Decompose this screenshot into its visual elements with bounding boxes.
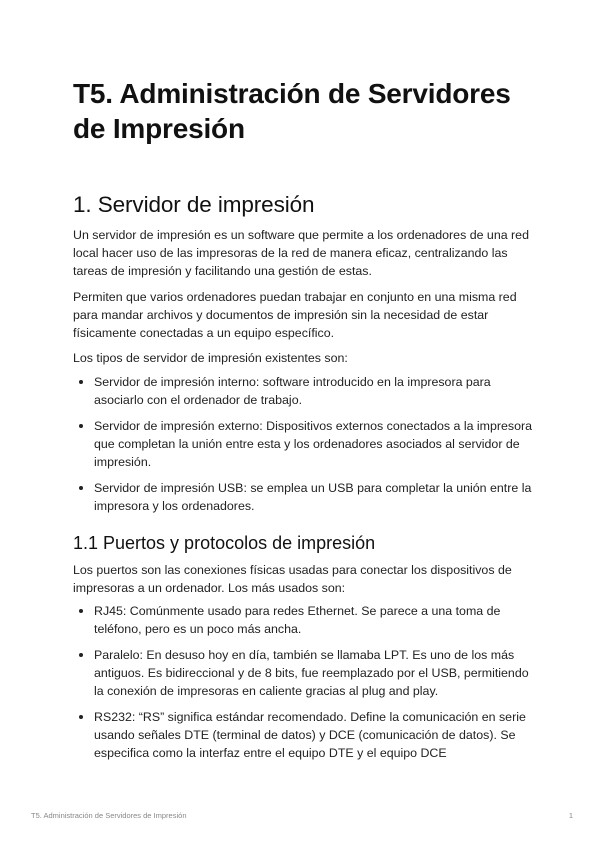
paragraph: Permiten que varios ordenadores puedan trabajar en conjunto en una misma red para mandar archivos y documentos de impresión sin la necesidad de estar físicamente conectadas a un equipo específico. [73,290,517,340]
paragraph: Los tipos de servidor de impresión existentes son: [73,351,348,365]
list-item-text: Paralelo: En desuso hoy en día, también se llamaba LPT. Es uno de los más antiguos. Es bidireccional y de 8 bits, fue reemplazado por el USB, permitiendo la conexión de impresoras en caliente gracias al plug and play. [94,648,529,698]
bullet-icon [79,653,83,657]
paragraph: Los puertos son las conexiones físicas usadas para conectar los dispositivos de impresoras a un ordenador. Los más usados son: [73,563,512,595]
list-item [73,708,533,762]
list-item-text: Servidor de impresión externo: Dispositivos externos conectados a la impresora que completan la unión entre esta y los ordenadores asociados al servidor de impresión. [94,419,533,469]
list-item [73,417,533,471]
footer-title: T5. Administración de Servidores de Impresión [31,811,187,820]
subsection-heading: 1.1 Puertos y protocolos de impresión [73,533,376,553]
section-heading: 1. Servidor de impresión [73,192,315,217]
list-item-text: Servidor de impresión USB: se emplea un USB para completar la unión entre la impresora y los ordenadores. [94,481,532,513]
page-number: 1 [568,811,573,820]
bullet-icon [79,609,83,613]
bullet-list [73,373,533,523]
list-item-text: Servidor de impresión interno: software introducido en la impresora para asociarlo con el ordenador de trabajo. [94,375,491,407]
list-item [73,646,533,700]
list-item-text: RJ45: Comúnmente usado para redes Ethernet. Se parece a una toma de teléfono, pero es un poco más ancha. [94,604,501,636]
bullet-icon [79,715,83,719]
bullet-icon [79,424,83,428]
list-item [73,479,533,515]
list-item [73,602,533,638]
bullet-list [73,602,533,770]
document-title: T5. Administración de Servidores de Impresión [73,78,511,144]
list-item-text: RS232: “RS” significa estándar recomendado. Define la comunicación en serie usando señales DTE (terminal de datos) y DCE (comunicación de datos). Se especifica como la interfaz entre el equipo DTE y el equipo DCE [94,710,526,760]
list-item [73,373,533,409]
paragraph: Un servidor de impresión es un software que permite a los ordenadores de una red local hacer uso de las impresoras de la red de manera eficaz, centralizando las tareas de impresión y facilitando una gestión de estas. [73,228,529,278]
bullet-icon [79,380,83,384]
bullet-icon [79,486,83,490]
